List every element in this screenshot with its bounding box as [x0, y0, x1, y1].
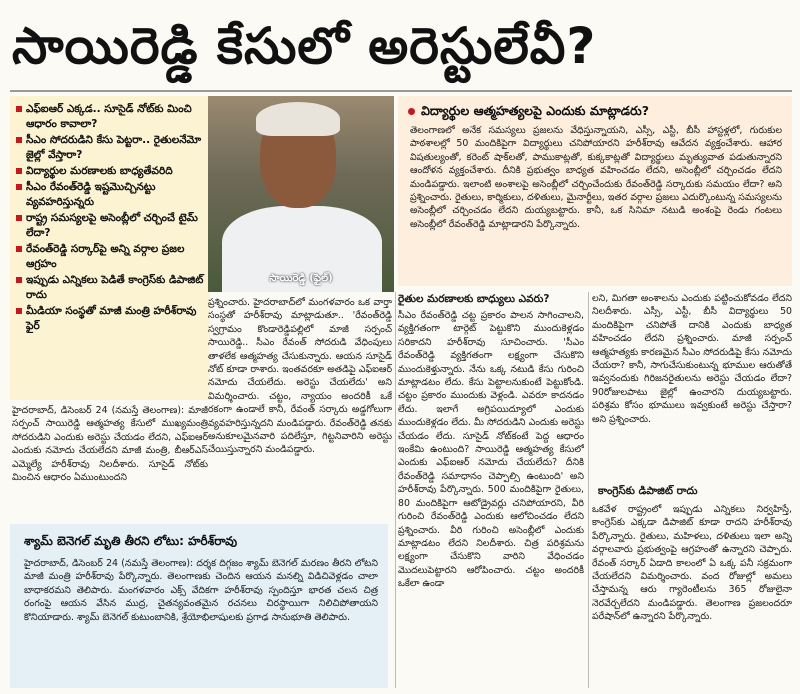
sai-reddy-photo: [208, 96, 394, 292]
highlight-item: ఎఫ్‌ఐఆర్‌ ఎక్కడ.. సూసైడ్‌ నోట్‌కు మించి ఆధారం కావాలా?: [14, 102, 204, 132]
deposit-subheading: కాంగ్రెస్‌కు డిపాజిట్‌ రాదు: [598, 485, 698, 497]
photo-hair: [256, 102, 340, 136]
deposit-text: ఒకవేళ రాష్ట్రంలో ఇప్పుడు ఎన్నికలు నిర్వహిస్తే, కాంగ్రెస్‌కు ఎక్కడా డిపాజిట్‌ కూడా రాదని హరీశ్‌రావు పేర్కొన్నారు. రైతులు, మహిళలు, దళితులు ఇలా అన్ని వర్గాలవారు ప్రభుత్వంపై ఆగ్రహంతో ఉన్నారని చెప్పారు. రేవంత్‌ సర్కార్‌ ఏడాది కాలంలో ఏ ఒక్క పనీ సక్రమంగా చేయలేదని విమర్శించారు. వంద రోజుల్లో అమలు చేస్తామన్న ఆరు గ్యారెంటీలను 365 రోజులైనా నెరవేర్చలేదని మండిపడ్డారు. తెలంగాణ ప్రజలందరూ పరేషాన్‌లో ఉన్నారని పేర్కొన్నారు.: [592, 504, 792, 623]
column-divider: [395, 292, 396, 688]
highlight-item: విద్యార్థుల మరణాలకు బాధ్యతేవరిది: [14, 164, 204, 179]
headline: సాయిరెడ్డి కేసులో అరెస్టులేవీ?: [12, 17, 597, 75]
farmers-text: సీఎం రేవంత్‌రెడ్డి చట్ట ప్రకారం పాలన సాగించాలని, వ్యక్తిగతంగా టార్గెట్‌ పెట్టుకొని ముందుకెళ్లడం సరికాదని హరీశ్‌రావు సూచించారు. 'సీఎం రేవంత్‌రెడ్డి వ్యక్తిగతంగా లక్ష్యంగా చేసుకొని ముందుకెళ్తున్నారు. నేను ఒక్క నటుడి కేసు గురించి మాట్లాడటం లేదు. కేసు పెట్టాలనుకుంటే పెట్టుకోండి. చట్టం ప్రకారం ముందుకు వెళ్లండి. ఎవరూ కాదనడం లేదు. ఇలాగే అగ్రిపయిద్యూలో ఎందుకు ముందుకెళ్లడం లేదు. మీ సోదరుడిని ఎందుకు అరెస్టు చేయడం లేదు. సూసైడ్‌ నోట్‌కంటే పెద్ద ఆధారం ఇంకేమి ఉంటుంది? సాయిరెడ్డి ఆత్మహత్య కేసులో ఎందుకు ఎఫ్‌ఐఆర్‌ నమోదు చేయలేదు? దీనికి రేవంత్‌రెడ్డి సమాధానం చెప్పాల్సి ఉంటుంది' అని హరీశ్‌రావు పేర్కొన్నారు. 500 మందికిపైగా రైతులు, 80 మందికిపైగా ఆటోడ్రైవర్లు చనిపోయారని, వీరి గురించి రేవంత్‌రెడ్డి ఎందుకు ఆలోచించడం లేదని ప్రశ్నించారు. వీరి గురించి అసెంబ్లీలో ఎందుకు మాట్లాడటం లేదని నిలదీశారు. చిత్ర పరిశ్రమను లక్ష్యంగా చేసుకొని వారిని వేధించడం మొదలుపెట్టారని ఆరోపించారు. చట్టం అందరికీ ఒకేలా ఉండా: [398, 310, 584, 590]
article-col2: ప్రశ్నించారు. హైదరాబాద్‌లో మంగళవారం ఒక వార్తా సంస్థతో హరీశ్‌రావు మాట్లాడుతూ.. 'రేవంత్‌రెడ్డి స్వగ్రామం కొండారెడ్డిపల్లిలో మాజీ సర్పంచ్‌ సాయిరెడ్డి.. సీఎం రేవంత్‌ సోదరుడి వేధింపులు తాళలేక ఆత్మహత్య చేసుకున్నారు. ఆయన సూసైడ్‌ నోట్‌ కూడా రాశారు. ఇంతవరకూ అతడిపై ఎఫ్‌ఐఆర్‌ నమోదు చేయలేదు. అరెస్టు చేయలేదు' అని విమర్శించారు. చట్టం, న్యాయం అందరికీ ఒకే రకంగా ఉండాలే కానీ, రేవంత్‌ సర్కారు అడ్డగోలుగా వ్యవహరిస్తున్నదని మండిపడ్డారు. రేవంత్‌రెడ్డి తనకు అనుకూలమైనవారి పదిలేస్తూ, గిట్టనివారిని అరెస్టు చేయిస్తున్నారని మండిపడ్డారు.: [208, 297, 392, 456]
students-box-title: విద్యార్థుల ఆత్మహత్యలపై ఎందుకు మాట్లాడరు?: [421, 103, 649, 118]
article-col3: [398, 290, 584, 690]
shyam-benegal-box: [10, 524, 388, 688]
highlight-item: మీడియా సంస్థతో మాజీ మంత్రి హరీశ్‌రావు ఫైర్‌: [14, 304, 204, 334]
highlight-item: ఇప్పుడు ఎన్నికలు పెడితే కాంగ్రెస్‌కు డిపాజిట్‌ రాదు: [14, 273, 204, 303]
students-box-heading: [398, 96, 792, 120]
headline-rule: [10, 90, 792, 92]
highlight-item: సీఎం రేవంత్‌రెడ్డి ఇష్టమొచ్చినట్టు వ్యవహరిస్తున్నరు: [14, 180, 204, 210]
photo-caption: సాయిరెడ్డి (ఫైల్‌): [269, 273, 333, 284]
benegal-box-title: శ్యామ్‌ బెనెగల్‌ మృతి తీరని లోటు: హరీశ్‌రావు: [24, 534, 238, 548]
bullet-dot-icon: [408, 108, 415, 115]
highlight-item: సీఎం సోదరుడిని కేసు పెట్టరా.. రైతులనేమో జైల్లో వేస్తారా?: [14, 133, 204, 163]
article-col1: హైదరాబాద్‌, డిసెంబర్‌ 24 (నమస్తే తెలంగాణ): మాజీ సర్పంచ్‌ సాయిరెడ్డి ఆత్మహత్య కేసులో ముఖ్యమంత్రి సోదరుడిని ఎందుకు అరెస్టు చేయడం లేదని, ఎఫ్‌ఐఆర్‌ ఎందుకు నమోదు చేయలేదని మాజీ మంత్రి, బీఆర్‌ఎస్‌ ఎమ్మెల్యే హరీశ్‌రావు నిలదీశారు. సూసైడ్‌ నోట్‌కు మించిన ఆధారం ఏముంటుందని: [12, 405, 208, 484]
students-box-text: తెలంగాణలో అనేక సమస్యలు ప్రజలను వేధిస్తున్నాయని, ఎస్సీ, ఎస్టీ, బీసీ హాస్టళ్లలో, గురుకుల పాఠశాలల్లో 50 మందికిపైగా విద్యార్థులు చనిపోయారని హరీశ్‌రావు ఆవేదన వ్యక్తంచేశారు. ఆహార విషతుల్యంతో, కరెంట్‌ షాక్‌లతో, పాముకాట్లతో, కుక్కకాట్లతో విద్యార్థులు మృత్యువాత పడుతున్నారని ఆందోళన వ్యక్తంచేశారు. దీనికి ప్రభుత్వం బాధ్యత వహించడం లేదని, అసెంబ్లీలో చర్చించడం లేదని మండిపడ్డారు. ఇలాంటి అంశాలపై అసెంబ్లీలో చర్చించేందుకు రేవంత్‌రెడ్డి సర్కారుకు సమయం లేదా? అని ప్రశ్నించారు. రైతులు, కార్మికులు, దళితులు, మైనార్టీలు, ఇతర వర్గాల ప్రజలు ఎదుర్కొంటున్న సమస్యలను అసెంబ్లీలో చర్చించడం లేదని దుయ్యబట్టారు. కానీ, ఒక సినిమా నటుడి అంశంపై రెండు గంటలు అసెంబ్లీలో రేవంత్‌రెడ్డి మాట్లాడారని పేర్కొన్నారు.: [410, 125, 782, 230]
col4-text: లని, మిగతా అంశాలను ఎందుకు పట్టించుకోవడం లేదని నిలదీశారు. ఎస్సీ, ఎస్టీ, బీసీ విద్యార్థులు 50 మందికిపైగా చనిపోతే దానికి ఎందుకు బాధ్యత వహించడం లేదని ప్రశ్నించారు. మాజీ సర్పంచ్‌ ఆత్మహత్యకు కారణమైన సీఎం సోదరుడిపై కేసు నమోదు చేయరా? కానీ, సాగుచేసుకుంటున్న భూముల ఆరుతోతే ఇవ్వనందుకు గిరిజనరైతులను అరెస్టు చేయడం లేదా? 90రోజులపాటు జైల్లో ఉంచారని దుయ్యబట్టారు. పరిశ్రమ కోసం భూములు ఇవ్వకుంటే అరెస్టు చేస్తారా? అని ప్రశ్నించారు.: [592, 293, 792, 425]
article-col4: [592, 292, 792, 690]
highlights-sidebar: [10, 96, 210, 400]
highlight-item: రాష్ట్ర సమస్యలపై అసెంబ్లీలో చర్చించే టైమ్‌ లేదా?: [14, 211, 204, 241]
benegal-box-text: హైదరాబాద్‌, డిసెంబర్‌ 24 (నమస్తే తెలంగాణ): దర్శక దిగ్గజం శ్యామ్‌ బెనెగల్‌ మరణం తీరని లోటని మాజీ మంత్రి హరీశ్‌రావు పేర్కొన్నారు. తెలంగాణకు చెందిన ఆయన మనల్ని విడిచివెళ్లడం చాలా బాధాకరమని తెలిపారు. మంగళవారం ఎక్స్‌ వేదికగా హరీశ్‌రావు స్పందిస్తూ భారత చలన చిత్ర రంగంపై ఆయన వేసిన ముద్ర, చైతన్యవంతమైన రచనలు చిరస్థాయిగా నిలిచిపోతాయని కొనియాడారు. శ్యామ్‌ బెనెగల్‌ కుటుంబానికి, శ్రేయోభిలాషులకు ప్రగాఢ సానుభూతి తెలిపారు.: [24, 558, 378, 623]
column-divider: [588, 292, 589, 688]
highlight-item: రేవంత్‌రెడ్డి సర్కార్‌పై అన్ని వర్గాల ప్రజల ఆగ్రహం: [14, 242, 204, 272]
farmers-subheading: రైతుల మరణాలకు బాధ్యులు ఎవరు?: [398, 293, 550, 305]
students-suicides-box: [398, 96, 792, 286]
